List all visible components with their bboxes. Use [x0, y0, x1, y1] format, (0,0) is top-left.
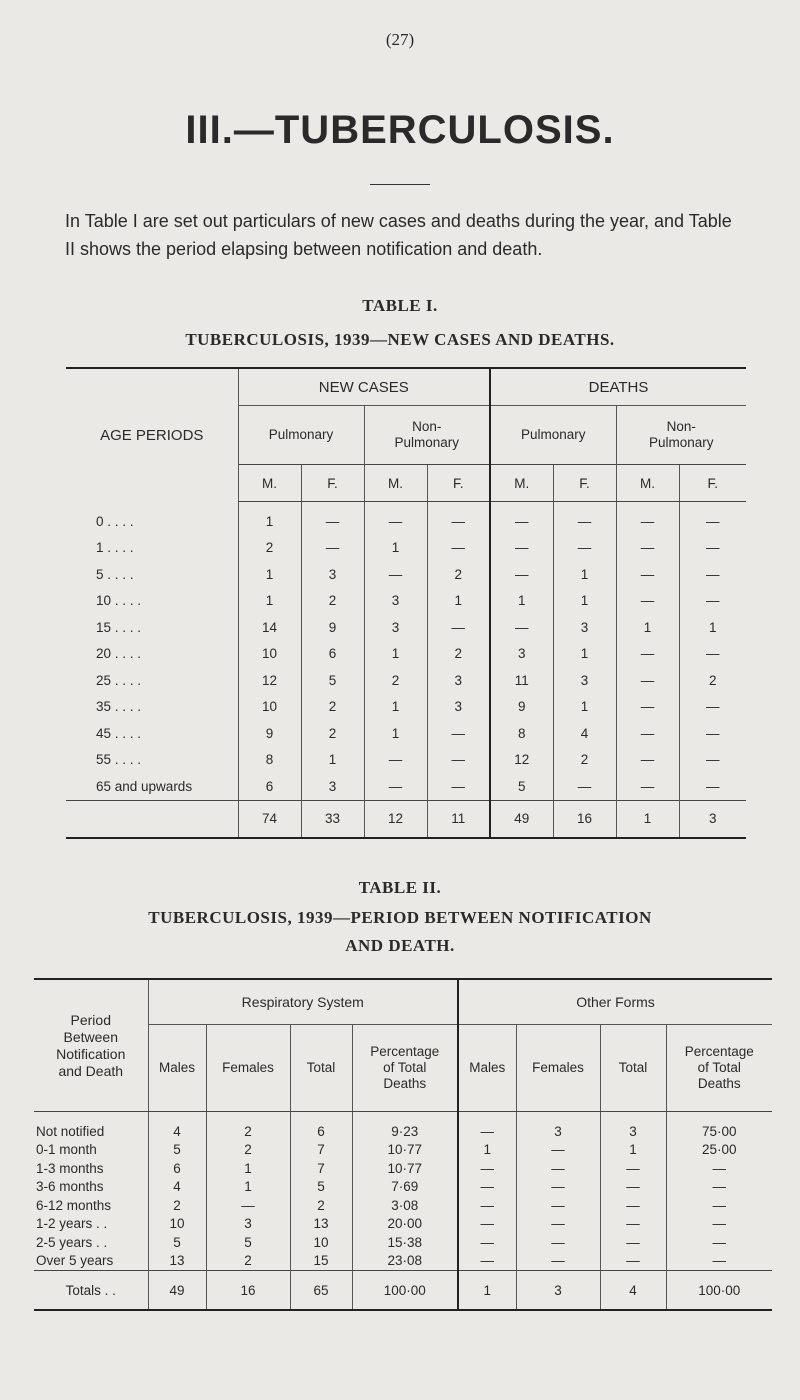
resp-females-header: Females: [206, 1025, 290, 1112]
table-cell: 5: [148, 1141, 206, 1160]
table-cell: —: [458, 1178, 516, 1197]
sex-female-header: F.: [301, 465, 364, 502]
table-cell: —: [553, 535, 616, 562]
sex-male-header: M.: [616, 465, 679, 502]
table-row: [34, 1141, 772, 1160]
table-cell: —: [490, 502, 553, 535]
table-cell: —: [490, 614, 553, 641]
row-label: 65 and upwards: [96, 778, 193, 794]
table-cell: —: [616, 667, 679, 694]
table-cell: —: [600, 1215, 666, 1234]
sex-male-header: M.: [238, 465, 301, 502]
row-label: 3-6 months: [36, 1179, 104, 1195]
totals-row: [34, 1271, 772, 1311]
total-cell: 1: [616, 800, 679, 838]
table-cell: —: [679, 535, 746, 562]
table-cell: —: [516, 1215, 600, 1234]
table-cell: 8: [238, 747, 301, 774]
table-cell: —: [616, 588, 679, 615]
totals-row: [66, 800, 746, 838]
table-row: [34, 1196, 772, 1215]
table-cell: 4: [553, 720, 616, 747]
table-cell: —: [301, 535, 364, 562]
table-cell: —: [427, 614, 490, 641]
total-cell: 12: [364, 800, 427, 838]
table-cell: 14: [238, 614, 301, 641]
total-cell: 1: [458, 1271, 516, 1311]
table-cell: —: [364, 747, 427, 774]
title-rule: [370, 184, 430, 185]
total-cell: 100·00: [666, 1271, 772, 1311]
table-row: [66, 694, 746, 721]
table-cell: 3: [427, 667, 490, 694]
table2-label: TABLE II.: [358, 878, 442, 897]
table-cell: 11: [490, 667, 553, 694]
table-cell: 2: [427, 561, 490, 588]
row-label: 55 . . . .: [96, 752, 142, 768]
table-cell: 9: [301, 614, 364, 641]
table-cell: 2: [301, 588, 364, 615]
table-cell: 3: [490, 641, 553, 668]
table-cell: —: [600, 1196, 666, 1215]
table-cell: —: [600, 1252, 666, 1271]
table-cell: 8: [490, 720, 553, 747]
table1: [66, 367, 746, 839]
other-forms-header: Other Forms: [458, 979, 772, 1025]
section-title: III.—TUBERCULOSIS.: [185, 108, 615, 152]
table-row: [66, 667, 746, 694]
table-cell: 3: [301, 561, 364, 588]
table-row: [66, 747, 746, 774]
table-cell: —: [616, 561, 679, 588]
total-cell: 33: [301, 800, 364, 838]
table-cell: 2: [206, 1112, 290, 1141]
resp-males-header: Males: [148, 1025, 206, 1112]
sex-female-header: F.: [679, 465, 746, 502]
total-cell: 65: [290, 1271, 352, 1311]
table-row: [66, 535, 746, 562]
table-cell: 2: [301, 720, 364, 747]
table-cell: 1: [238, 561, 301, 588]
table-cell: 1: [364, 641, 427, 668]
table-cell: —: [679, 561, 746, 588]
table-cell: 3: [206, 1215, 290, 1234]
table-cell: —: [516, 1141, 600, 1160]
sex-male-header: M.: [490, 465, 553, 502]
table-cell: 75·00: [666, 1112, 772, 1141]
table-cell: —: [516, 1178, 600, 1197]
table-cell: 4: [148, 1112, 206, 1141]
new-non-pulmonary-header: Non- Pulmonary: [364, 406, 490, 465]
total-cell: 3: [679, 800, 746, 838]
table1-caption: TUBERCULOSIS, 1939—NEW CASES AND DEATHS.: [185, 330, 615, 349]
table-cell: 6: [238, 773, 301, 800]
row-label: 0-1 month: [36, 1142, 97, 1158]
row-label: 35 . . . .: [96, 699, 142, 715]
table-row: [66, 561, 746, 588]
total-cell: 16: [206, 1271, 290, 1311]
table-cell: 2: [553, 747, 616, 774]
table2-caption-line2: AND DEATH.: [345, 936, 455, 955]
row-label: 15 . . . .: [96, 619, 142, 635]
table-cell: —: [679, 747, 746, 774]
table-cell: —: [616, 641, 679, 668]
table-cell: —: [427, 747, 490, 774]
table-cell: 1: [600, 1141, 666, 1160]
table-row: [66, 588, 746, 615]
total-cell: 16: [553, 800, 616, 838]
table-cell: —: [458, 1196, 516, 1215]
table-cell: 6: [290, 1112, 352, 1141]
table-cell: —: [427, 720, 490, 747]
row-label: 5 . . . .: [96, 566, 134, 582]
page-number: (27): [385, 30, 415, 49]
table-cell: 5: [290, 1178, 352, 1197]
table-cell: 1: [238, 502, 301, 535]
row-label: 2-5 years . .: [36, 1234, 108, 1250]
totals-label: Totals . .: [34, 1271, 148, 1311]
table-cell: —: [364, 502, 427, 535]
intro-paragraph: In Table I are set out particulars of new cases and deaths during the year, and Table II shows the period elapsing between notification and death.: [65, 211, 732, 259]
deaths-non-pulmonary-header: Non- Pulmonary: [616, 406, 746, 465]
table-cell: 3·08: [352, 1196, 458, 1215]
table-cell: 3: [553, 667, 616, 694]
table-row: [34, 1215, 772, 1234]
table-row: [34, 1159, 772, 1178]
table-cell: 1: [427, 588, 490, 615]
table-row: [66, 773, 746, 800]
table-cell: —: [427, 502, 490, 535]
table-cell: 13: [148, 1252, 206, 1271]
table-cell: —: [679, 720, 746, 747]
table-cell: —: [458, 1112, 516, 1141]
table-cell: 2: [290, 1196, 352, 1215]
deaths-pulmonary-header: Pulmonary: [490, 406, 616, 465]
table-cell: —: [364, 561, 427, 588]
table-cell: 1: [553, 588, 616, 615]
table-cell: 2: [148, 1196, 206, 1215]
row-label: Not notified: [36, 1123, 105, 1139]
table-cell: —: [679, 588, 746, 615]
table-cell: —: [616, 535, 679, 562]
row-label: 1 . . . .: [96, 540, 134, 556]
table-row: [34, 1252, 772, 1271]
total-cell: 11: [427, 800, 490, 838]
table-row: [66, 720, 746, 747]
table-cell: 13: [290, 1215, 352, 1234]
sex-male-header: M.: [364, 465, 427, 502]
table-cell: 1: [679, 614, 746, 641]
table-cell: —: [616, 747, 679, 774]
table-cell: 6: [148, 1159, 206, 1178]
table-cell: 3: [301, 773, 364, 800]
table-cell: 3: [427, 694, 490, 721]
table-cell: 1: [364, 694, 427, 721]
totals-label: [66, 800, 238, 838]
table-cell: —: [600, 1178, 666, 1197]
table-cell: —: [458, 1215, 516, 1234]
table-cell: —: [666, 1215, 772, 1234]
total-cell: 74: [238, 800, 301, 838]
total-cell: 49: [148, 1271, 206, 1311]
table-cell: 2: [427, 641, 490, 668]
table-cell: 5: [148, 1233, 206, 1252]
new-pulmonary-header: Pulmonary: [238, 406, 364, 465]
table-cell: 3: [553, 614, 616, 641]
total-cell: 49: [490, 800, 553, 838]
table-cell: 5: [206, 1233, 290, 1252]
table1-label: TABLE I.: [362, 296, 438, 315]
table-cell: 3: [516, 1112, 600, 1141]
table-cell: —: [206, 1196, 290, 1215]
table-cell: 2: [238, 535, 301, 562]
table-cell: 12: [238, 667, 301, 694]
table-row: [34, 1178, 772, 1197]
table-cell: —: [600, 1159, 666, 1178]
row-label: 10 . . . .: [96, 593, 142, 609]
table-cell: —: [553, 502, 616, 535]
table-cell: 7: [290, 1159, 352, 1178]
table-cell: —: [301, 502, 364, 535]
table-cell: 10: [148, 1215, 206, 1234]
resp-total-header: Total: [290, 1025, 352, 1112]
row-label: Over 5 years: [36, 1253, 114, 1269]
table-row: [34, 1112, 772, 1141]
table-cell: 4: [148, 1178, 206, 1197]
table-cell: 1: [206, 1159, 290, 1178]
table-cell: —: [458, 1159, 516, 1178]
table-cell: —: [516, 1159, 600, 1178]
row-label: 25 . . . .: [96, 672, 142, 688]
row-label: 1-2 years . .: [36, 1216, 108, 1232]
table-cell: —: [666, 1233, 772, 1252]
table-cell: —: [666, 1159, 772, 1178]
table2: [34, 978, 772, 1311]
table-cell: —: [427, 535, 490, 562]
table-row: [34, 1233, 772, 1252]
table-cell: 15·38: [352, 1233, 458, 1252]
deaths-header: DEATHS: [490, 368, 746, 406]
table-cell: 10: [238, 641, 301, 668]
table-cell: —: [679, 502, 746, 535]
table-row: [66, 641, 746, 668]
table-cell: 1: [616, 614, 679, 641]
age-periods-header: AGE PERIODS: [66, 368, 238, 502]
table-cell: —: [616, 720, 679, 747]
table-cell: 25·00: [666, 1141, 772, 1160]
table-cell: —: [679, 773, 746, 800]
row-label: 6-12 months: [36, 1197, 112, 1213]
table-cell: —: [427, 773, 490, 800]
table-cell: —: [516, 1196, 600, 1215]
table-cell: 3: [600, 1112, 666, 1141]
table-cell: —: [600, 1233, 666, 1252]
table-cell: 7: [290, 1141, 352, 1160]
table-cell: —: [666, 1178, 772, 1197]
table-cell: 5: [301, 667, 364, 694]
sex-female-header: F.: [427, 465, 490, 502]
new-cases-header: NEW CASES: [238, 368, 490, 406]
total-cell: 4: [600, 1271, 666, 1311]
table-cell: 10: [290, 1233, 352, 1252]
table-cell: 20·00: [352, 1215, 458, 1234]
row-label: 0 . . . .: [96, 513, 134, 529]
table-cell: —: [616, 773, 679, 800]
table-cell: 2: [206, 1141, 290, 1160]
table-cell: 10·77: [352, 1141, 458, 1160]
table-cell: 9: [490, 694, 553, 721]
table-cell: 3: [364, 614, 427, 641]
table-cell: —: [553, 773, 616, 800]
table-cell: 12: [490, 747, 553, 774]
table-cell: —: [490, 535, 553, 562]
table-cell: —: [616, 694, 679, 721]
table-cell: —: [666, 1196, 772, 1215]
table-cell: 1: [553, 694, 616, 721]
table-cell: 15: [290, 1252, 352, 1271]
table-cell: —: [458, 1233, 516, 1252]
table-cell: 10·77: [352, 1159, 458, 1178]
table-cell: 6: [301, 641, 364, 668]
table-cell: —: [458, 1252, 516, 1271]
respiratory-system-header: Respiratory System: [148, 979, 458, 1025]
table-cell: 1: [490, 588, 553, 615]
table-cell: 1: [364, 720, 427, 747]
table-cell: 9: [238, 720, 301, 747]
table-cell: 23·08: [352, 1252, 458, 1271]
table-cell: —: [364, 773, 427, 800]
table-row: [66, 502, 746, 535]
row-label: 45 . . . .: [96, 725, 142, 741]
table-cell: 7·69: [352, 1178, 458, 1197]
table-cell: 1: [364, 535, 427, 562]
table-row: [66, 614, 746, 641]
total-cell: 3: [516, 1271, 600, 1311]
table-cell: —: [516, 1252, 600, 1271]
total-cell: 100·00: [352, 1271, 458, 1311]
period-header: Period Between Notification and Death: [34, 979, 148, 1112]
table-cell: 3: [364, 588, 427, 615]
table-cell: 1: [206, 1178, 290, 1197]
table-cell: 10: [238, 694, 301, 721]
resp-percentage-header: Percentage of Total Deaths: [352, 1025, 458, 1112]
row-label: 20 . . . .: [96, 646, 142, 662]
table-cell: 1: [553, 561, 616, 588]
table-cell: 2: [301, 694, 364, 721]
other-total-header: Total: [600, 1025, 666, 1112]
table-cell: 1: [238, 588, 301, 615]
table-cell: 5: [490, 773, 553, 800]
table2-caption: TUBERCULOSIS, 1939—PERIOD BETWEEN NOTIFICATION: [148, 908, 652, 927]
table-cell: —: [666, 1252, 772, 1271]
other-males-header: Males: [458, 1025, 516, 1112]
table-cell: 2: [679, 667, 746, 694]
table-cell: —: [679, 694, 746, 721]
table-cell: —: [679, 641, 746, 668]
row-label: 1-3 months: [36, 1160, 104, 1176]
sex-female-header: F.: [553, 465, 616, 502]
other-females-header: Females: [516, 1025, 600, 1112]
table-cell: 2: [364, 667, 427, 694]
table-cell: 9·23: [352, 1112, 458, 1141]
table-cell: —: [490, 561, 553, 588]
table-cell: —: [616, 502, 679, 535]
table-cell: —: [516, 1233, 600, 1252]
table-cell: 2: [206, 1252, 290, 1271]
table-cell: 1: [553, 641, 616, 668]
other-percentage-header: Percentage of Total Deaths: [666, 1025, 772, 1112]
table-cell: 1: [458, 1141, 516, 1160]
table-cell: 1: [301, 747, 364, 774]
